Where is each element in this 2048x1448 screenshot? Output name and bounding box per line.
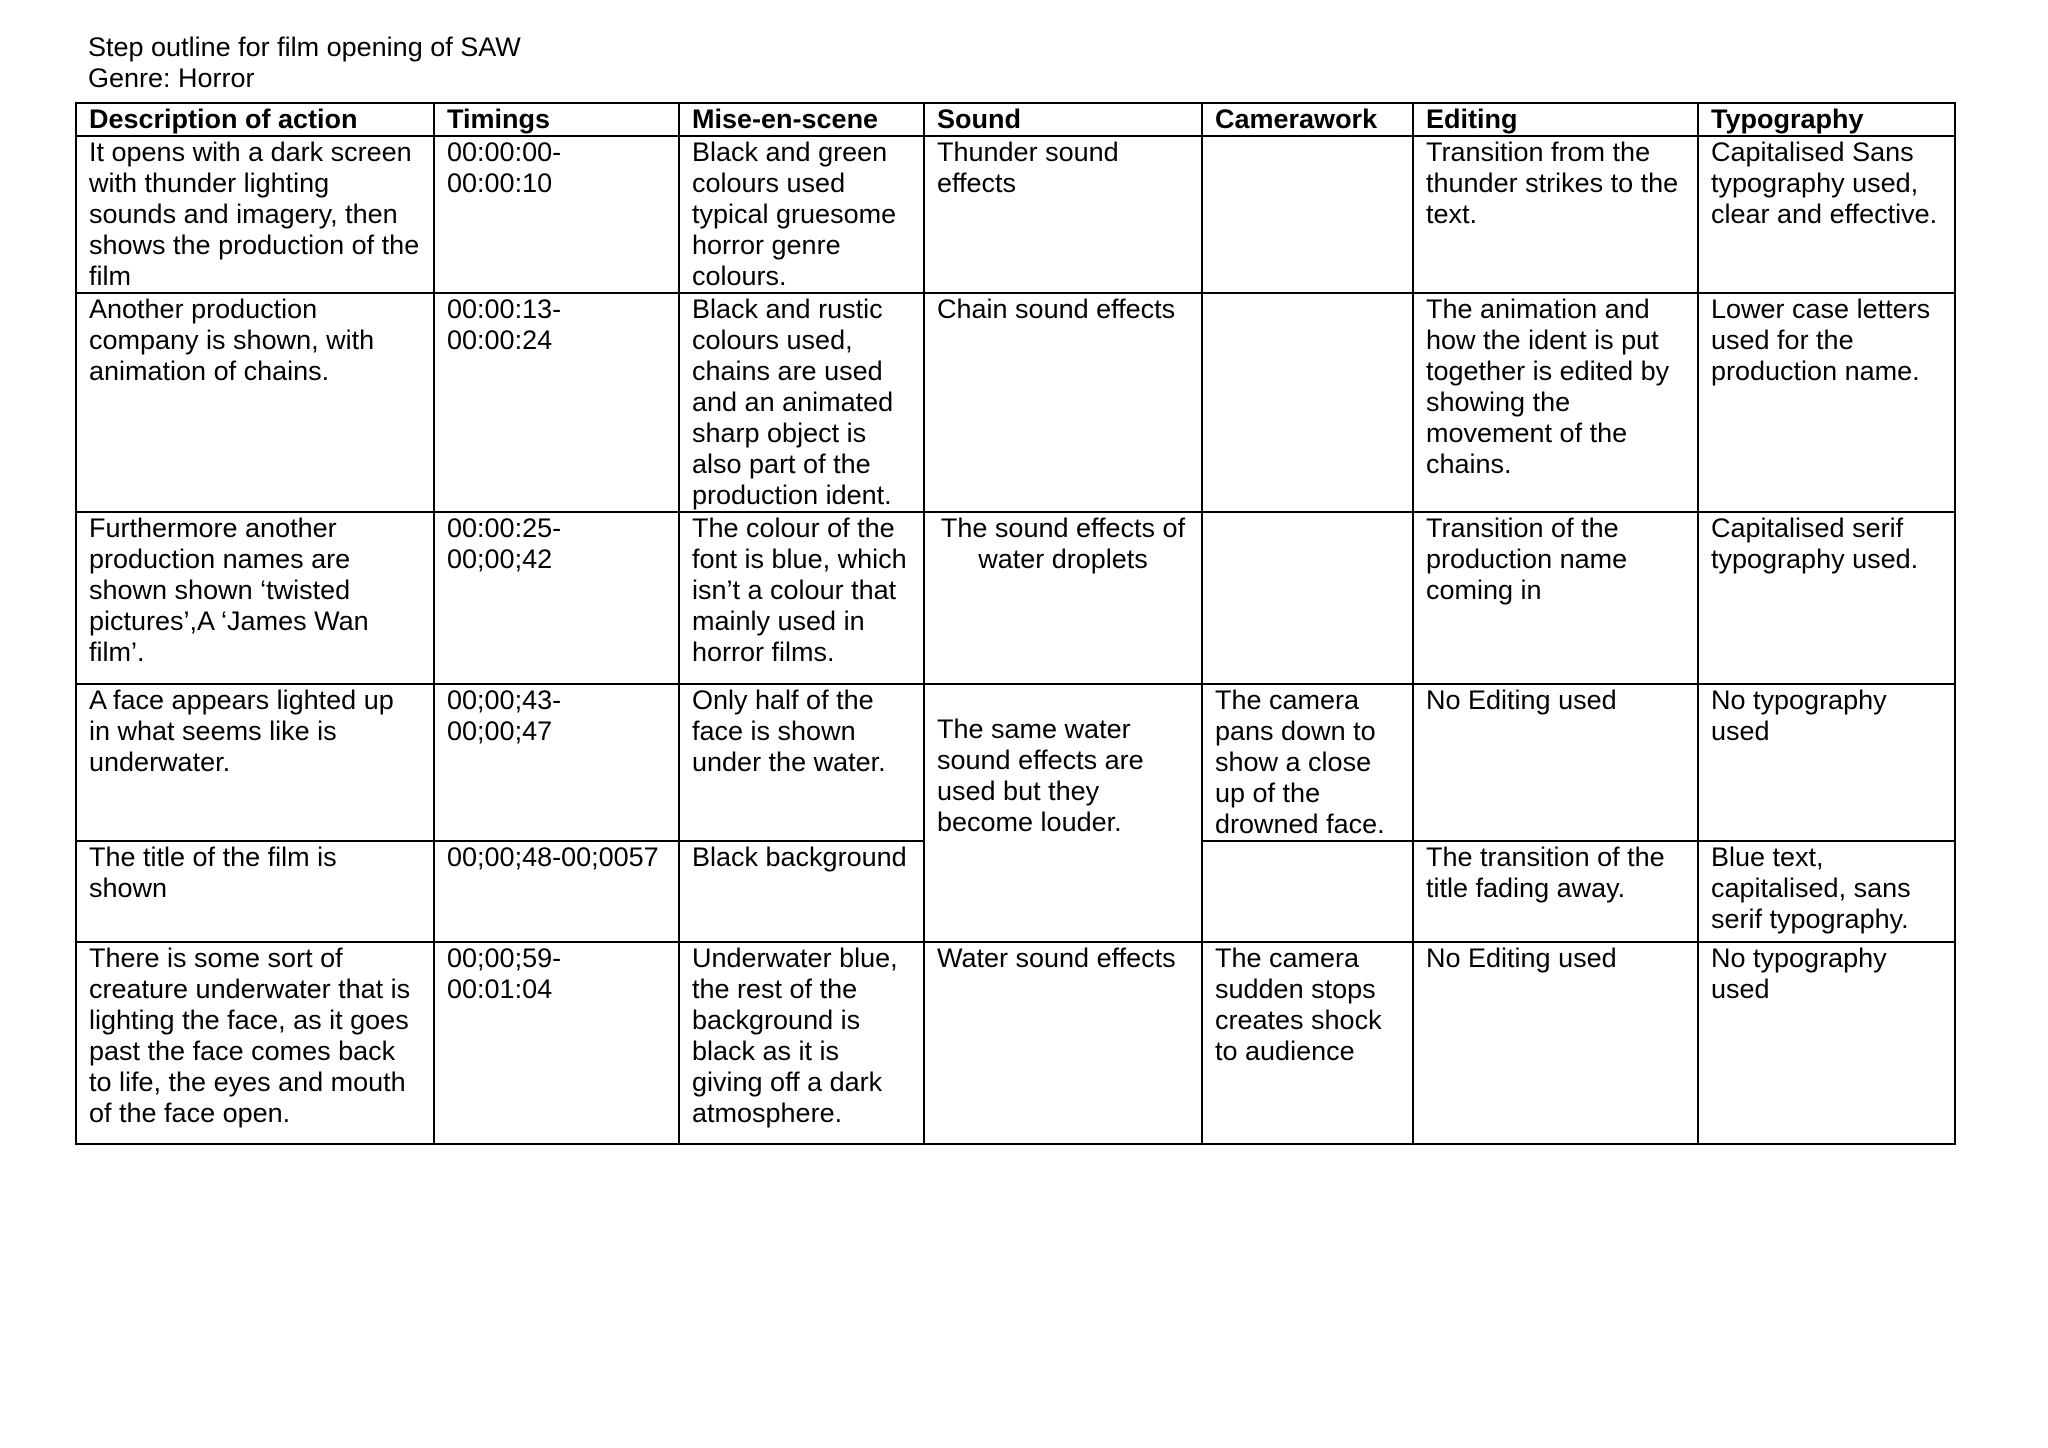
cell-mise-en-scene: Black and rustic colours used, chains are used and an animated sharp object is also part of the production ident. bbox=[679, 293, 924, 512]
cell-camerawork bbox=[1202, 512, 1413, 684]
cell-sound-text: The same water sound effects are used but they become louder. bbox=[937, 714, 1144, 837]
cell-mise-en-scene: The colour of the font is blue, which isn’t a colour that mainly used in horror films. bbox=[679, 512, 924, 684]
cell-typography: No typography used bbox=[1698, 942, 1955, 1144]
cell-mise-en-scene: Underwater blue, the rest of the background is black as it is giving off a dark atmosphere. bbox=[679, 942, 924, 1144]
cell-sound: Thunder sound effects bbox=[924, 136, 1202, 293]
cell-typography: Lower case letters used for the production name. bbox=[1698, 293, 1955, 512]
header-mise-en-scene: Mise-en-scene bbox=[679, 103, 924, 136]
cell-sound: Chain sound effects bbox=[924, 293, 1202, 512]
cell-description: Another production company is shown, with animation of chains. bbox=[76, 293, 434, 512]
cell-mise-en-scene: Black background bbox=[679, 841, 924, 942]
table-row bbox=[76, 684, 1955, 841]
cell-typography: Capitalised Sans typography used, clear and effective. bbox=[1698, 136, 1955, 293]
cell-sound: Water sound effects bbox=[924, 942, 1202, 1144]
header-row bbox=[76, 103, 1955, 136]
header-editing: Editing bbox=[1413, 103, 1698, 136]
cell-typography: Blue text, capitalised, sans serif typography. bbox=[1698, 841, 1955, 942]
cell-editing: No Editing used bbox=[1413, 942, 1698, 1144]
table-row bbox=[76, 293, 1955, 512]
cell-timings: 00:00:25-00;00;42 bbox=[434, 512, 679, 684]
table-row bbox=[76, 136, 1955, 293]
document-title: Step outline for film opening of SAW bbox=[88, 32, 521, 62]
cell-timings: 00;00;43-00;00;47 bbox=[434, 684, 679, 841]
cell-editing: Transition from the thunder strikes to the text. bbox=[1413, 136, 1698, 293]
table-row bbox=[76, 942, 1955, 1144]
cell-timings: 00:00:00-00:00:10 bbox=[434, 136, 679, 293]
cell-timings: 00:00:13-00:00:24 bbox=[434, 293, 679, 512]
cell-description: The title of the film is shown bbox=[76, 841, 434, 942]
cell-description: Furthermore another production names are shown shown ‘twisted pictures’,A ‘James Wan film’. bbox=[76, 512, 434, 684]
cell-camerawork: The camera sudden stops creates shock to audience bbox=[1202, 942, 1413, 1144]
cell-editing: The animation and how the ident is put together is edited by showing the movement of the chains. bbox=[1413, 293, 1698, 512]
cell-timings: 00;00;59-00:01:04 bbox=[434, 942, 679, 1144]
cell-description: It opens with a dark screen with thunder lighting sounds and imagery, then shows the production of the film bbox=[76, 136, 434, 293]
document-heading bbox=[88, 32, 521, 94]
cell-description: There is some sort of creature underwater that is lighting the face, as it goes past the face comes back to life, the eyes and mouth of the face open. bbox=[76, 942, 434, 1144]
header-camerawork: Camerawork bbox=[1202, 103, 1413, 136]
cell-camerawork bbox=[1202, 293, 1413, 512]
cell-sound bbox=[924, 684, 1202, 942]
cell-camerawork bbox=[1202, 136, 1413, 293]
cell-typography: Capitalised serif typography used. bbox=[1698, 512, 1955, 684]
header-description: Description of action bbox=[76, 103, 434, 136]
cell-editing: Transition of the production name coming in bbox=[1413, 512, 1698, 684]
header-sound: Sound bbox=[924, 103, 1202, 136]
cell-editing: The transition of the title fading away. bbox=[1413, 841, 1698, 942]
table-row bbox=[76, 512, 1955, 684]
cell-camerawork bbox=[1202, 841, 1413, 942]
genre-line: Genre: Horror bbox=[88, 63, 255, 93]
cell-camerawork: The camera pans down to show a close up of the drowned face. bbox=[1202, 684, 1413, 841]
cell-mise-en-scene: Only half of the face is shown under the water. bbox=[679, 684, 924, 841]
header-timings: Timings bbox=[434, 103, 679, 136]
cell-editing: No Editing used bbox=[1413, 684, 1698, 841]
header-typography: Typography bbox=[1698, 103, 1955, 136]
cell-typography: No typography used bbox=[1698, 684, 1955, 841]
cell-mise-en-scene: Black and green colours used typical gruesome horror genre colours. bbox=[679, 136, 924, 293]
cell-sound: The sound effects of water droplets bbox=[924, 512, 1202, 684]
step-outline-table bbox=[75, 102, 1956, 1145]
cell-timings: 00;00;48-00;0057 bbox=[434, 841, 679, 942]
cell-description: A face appears lighted up in what seems like is underwater. bbox=[76, 684, 434, 841]
